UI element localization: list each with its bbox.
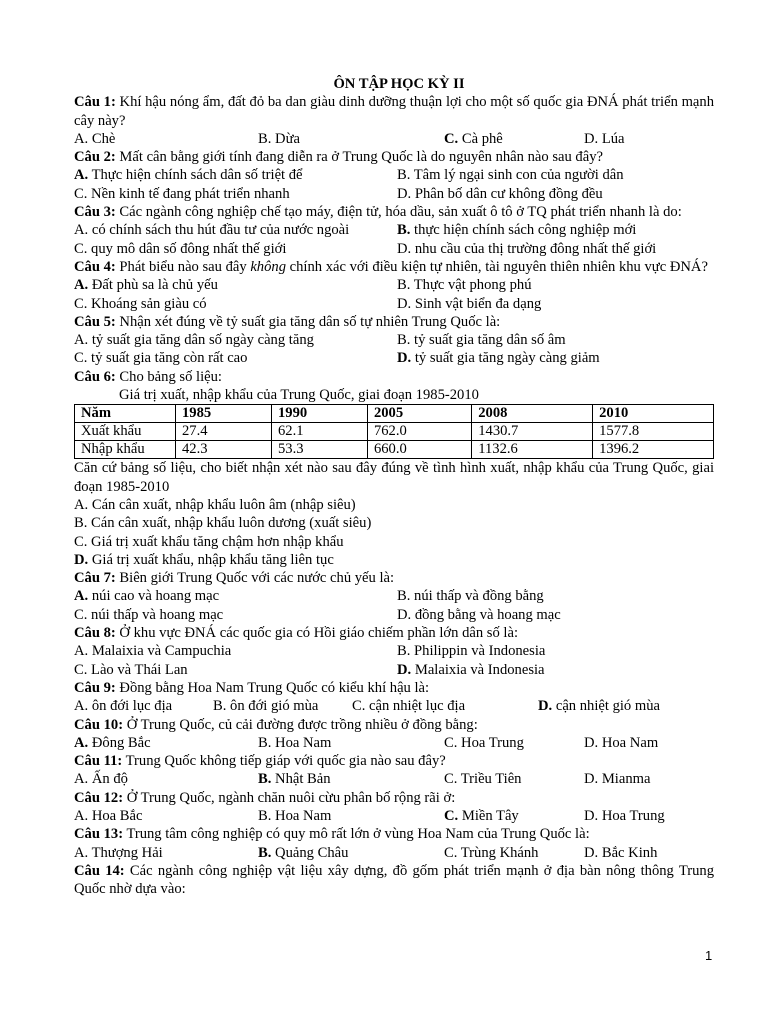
option-label: A. (74, 277, 89, 294)
table-cell: 762.0 (367, 423, 471, 441)
question-text: Khí hậu nóng ẩm, đất đỏ ba dan giàu dinh dưỡng thuận lợi cho một số quốc gia ĐNÁ phát triển mạnh cây này? (74, 94, 714, 129)
options-row (74, 276, 714, 294)
question-text: Trung tâm công nghiệp có quy mô rất lớn ở vùng Hoa Nam của Trung Quốc là: (123, 826, 590, 843)
question-text: Ở Trung Quốc, củ cải đường được trồng nhiều ở đồng bằng: (123, 716, 478, 733)
document-page (74, 75, 714, 898)
option-text: thực hiện chính sách công nghiệp mới (410, 222, 637, 239)
option-d: D. Lúa (584, 130, 625, 147)
emphasis-text: không (250, 258, 286, 275)
table-cell: Xuất khẩu (75, 423, 176, 441)
table-cell: 27.4 (176, 423, 272, 441)
options-row (74, 661, 714, 679)
option-d (397, 661, 545, 679)
options-row (74, 166, 714, 184)
question-11 (74, 752, 714, 770)
options-row (74, 295, 714, 313)
option-d: D. Mianma (584, 771, 651, 788)
option-a (74, 276, 397, 294)
question-text: Biên giới Trung Quốc với các nước chủ yếu là: (115, 570, 395, 587)
option-text: cận nhiệt gió mùa (552, 698, 661, 715)
page-number: 1 (705, 948, 713, 963)
option-b: B. tỷ suất gia tăng dân số âm (397, 332, 566, 349)
option-d (397, 349, 600, 367)
table-cell: 53.3 (271, 441, 367, 459)
option-a: A. ôn đới lục địa (74, 698, 173, 715)
option-a: A. Chè (74, 130, 116, 147)
option-text: Thực hiện chính sách dân số triệt để (88, 167, 303, 184)
options-row (74, 240, 714, 258)
option-b (258, 770, 444, 788)
question-5 (74, 313, 714, 331)
option-label: A. (74, 588, 89, 605)
option-text: Đông Bắc (88, 734, 151, 751)
table-cell: 660.0 (367, 441, 471, 459)
option-d (74, 551, 714, 569)
question-text: Các ngành công nghiệp chế tạo máy, điện tử, hóa dầu, sản xuất ô tô ở TQ phát triển nhanh là do: (115, 204, 682, 221)
option-c: C. Khoáng sản giàu có (74, 295, 207, 312)
option-c: C. Giá trị xuất khẩu tăng chậm hơn nhập khẩu (74, 533, 344, 550)
question-number: Câu 14: (74, 862, 125, 879)
question-text: Các ngành công nghiệp vật liệu xây dựng, đồ gốm phát triển mạnh ở địa bàn nông thông Trung Quốc nhờ dựa vào: (74, 862, 714, 898)
options-row (74, 844, 714, 862)
option-b: B. ôn đới gió mùa (213, 698, 319, 715)
option-label: B. (258, 771, 272, 788)
option-b: B. Tâm lý ngại sinh con của người dân (397, 167, 624, 184)
options-row (74, 697, 714, 715)
question-12 (74, 789, 714, 807)
option-d (538, 697, 660, 715)
question-number: Câu 3: (74, 204, 116, 221)
option-text: Malaixia và Indonesia (411, 661, 545, 678)
question-number: Câu 4: (74, 258, 116, 275)
option-label: C. (444, 807, 459, 824)
options-row (74, 130, 714, 148)
table-cell: 42.3 (176, 441, 272, 459)
options-row (74, 642, 714, 660)
option-c: C. Triều Tiên (444, 771, 522, 788)
option-a: A. có chính sách thu hút đầu tư của nước ngoài (74, 222, 350, 239)
question-number: Câu 8: (74, 625, 116, 642)
option-c: C. Trùng Khánh (444, 844, 539, 861)
option-b (397, 221, 636, 239)
option-b: B. núi thấp và đồng bằng (397, 588, 544, 605)
option-label: C. (444, 130, 459, 147)
option-a: A. Ấn độ (74, 771, 128, 788)
question-number: Câu 13: (74, 826, 124, 843)
option-text: Nhật Bản (271, 771, 331, 788)
option-text: Đất phù sa là chủ yếu (88, 277, 218, 294)
option-text: Miền Tây (458, 807, 519, 824)
question-text: Ở khu vực ĐNÁ các quốc gia có Hồi giáo chiếm phần lớn dân số là: (115, 625, 519, 642)
options-row (74, 770, 714, 788)
option-a: A. tỷ suất gia tăng dân số ngày càng tăng (74, 332, 314, 349)
question-number: Câu 9: (74, 679, 116, 696)
options-row (74, 807, 714, 825)
question-prompt: Căn cứ bảng số liệu, cho biết nhận xét nào sau đây đúng về tình hình xuất, nhập khẩu của Trung Quốc, giai đoạn 1985-2010 (74, 460, 714, 495)
option-b: B. Hoa Nam (258, 734, 332, 751)
option-c (444, 130, 584, 148)
option-label: D. (74, 551, 89, 568)
option-text: tỷ suất gia tăng ngày càng giảm (411, 350, 600, 367)
option-label: A. (74, 167, 89, 184)
options-row (74, 221, 714, 239)
option-text: núi cao và hoang mạc (88, 588, 220, 605)
option-label: D. (397, 661, 412, 678)
question-number: Câu 5: (74, 313, 116, 330)
option-c (444, 807, 584, 825)
option-text: Cà phê (458, 130, 503, 147)
option-d: D. Phân bố dân cư không đồng đều (397, 185, 603, 202)
table-title: Giá trị xuất, nhập khẩu của Trung Quốc, giai đoạn 1985-2010 (119, 387, 479, 404)
option-text: Quảng Châu (271, 844, 349, 861)
option-label: D. (397, 350, 412, 367)
question-text: Cho bảng số liệu: (115, 368, 222, 385)
option-label: D. (538, 698, 553, 715)
table-cell: 1577.8 (593, 423, 714, 441)
option-a (74, 166, 397, 184)
option-c: C. quy mô dân số đông nhất thế giới (74, 240, 287, 257)
option-d: D. Bắc Kinh (584, 844, 658, 861)
table-cell: 62.1 (271, 423, 367, 441)
table-header-cell: 2008 (472, 405, 593, 423)
option-text: Giá trị xuất khẩu, nhập khẩu tăng liên tục (88, 551, 334, 568)
options-row (74, 349, 714, 367)
question-1 (74, 93, 714, 130)
option-label: B. (397, 222, 411, 239)
option-a: A. Hoa Bắc (74, 807, 143, 824)
option-a (74, 734, 258, 752)
question-9 (74, 679, 714, 697)
question-number: Câu 12: (74, 789, 124, 806)
question-text: chính xác với điều kiện tự nhiên, tài nguyên thiên nhiên khu vực ĐNÁ? (286, 258, 708, 275)
option-a: A. Malaixia và Campuchia (74, 643, 232, 660)
question-10 (74, 716, 714, 734)
page-title: ÔN TẬP HỌC KỲ II (333, 76, 465, 92)
table-header-cell: 1990 (271, 405, 367, 423)
question-14 (74, 862, 714, 899)
table-header-cell: 1985 (176, 405, 272, 423)
option-b: B. Thực vật phong phú (397, 277, 532, 294)
table-row (75, 423, 714, 441)
question-number: Câu 11: (74, 753, 123, 770)
option-a (74, 587, 397, 605)
table-header-cell: Năm (75, 405, 176, 423)
question-number: Câu 2: (74, 149, 116, 166)
question-8 (74, 624, 714, 642)
option-d: D. Hoa Nam (584, 734, 659, 751)
option-c: C. núi thấp và hoang mạc (74, 606, 224, 623)
table-cell: 1132.6 (472, 441, 593, 459)
options-row (74, 587, 714, 605)
options-row (74, 734, 714, 752)
table-header-row (75, 405, 714, 423)
option-b: B. Philippin và Indonesia (397, 643, 546, 660)
question-2 (74, 148, 714, 166)
question-number: Câu 6: (74, 368, 116, 385)
question-6 (74, 368, 714, 386)
option-b (258, 844, 444, 862)
option-d: D. đồng bằng và hoang mạc (397, 606, 561, 623)
table-row (75, 441, 714, 459)
option-c: C. Hoa Trung (444, 734, 524, 751)
option-label: A. (74, 734, 89, 751)
option-c: C. Lào và Thái Lan (74, 661, 188, 678)
question-number: Câu 7: (74, 570, 116, 587)
question-4 (74, 258, 714, 276)
question-text: Ở Trung Quốc, ngành chăn nuôi cừu phân bố rộng rãi ở: (123, 789, 456, 806)
table-header-cell: 2005 (367, 405, 471, 423)
question-number: Câu 10: (74, 716, 124, 733)
table-cell: 1430.7 (472, 423, 593, 441)
question-3 (74, 203, 714, 221)
option-d: D. nhu cầu của thị trường đông nhất thế giới (397, 240, 657, 257)
options-row (74, 185, 714, 203)
option-c: C. cận nhiệt lục địa (352, 698, 466, 715)
option-c: C. tỷ suất gia tăng còn rất cao (74, 350, 248, 367)
data-table (74, 404, 714, 459)
table-cell: 1396.2 (593, 441, 714, 459)
question-text: Trung Quốc không tiếp giáp với quốc gia nào sau đây? (122, 753, 446, 770)
option-a: A. Thượng Hải (74, 844, 163, 861)
option-d: D. Hoa Trung (584, 807, 665, 824)
option-d: D. Sinh vật biển đa dạng (397, 295, 542, 312)
question-7 (74, 569, 714, 587)
table-header-cell: 2010 (593, 405, 714, 423)
question-13 (74, 825, 714, 843)
question-text: Đồng bằng Hoa Nam Trung Quốc có kiểu khí hậu là: (115, 679, 430, 696)
question-text: Nhận xét đúng về tỷ suất gia tăng dân số tự nhiên Trung Quốc là: (115, 313, 501, 330)
option-b: B. Cán cân xuất, nhập khẩu luôn dương (xuất siêu) (74, 515, 372, 532)
option-label: B. (258, 844, 272, 861)
option-b: B. Hoa Nam (258, 807, 332, 824)
option-a: A. Cán cân xuất, nhập khẩu luôn âm (nhập siêu) (74, 496, 356, 513)
option-c: C. Nền kinh tế đang phát triển nhanh (74, 185, 290, 202)
question-text: Phát biểu nào sau đây (115, 258, 251, 275)
option-b: B. Dừa (258, 130, 300, 147)
options-row (74, 606, 714, 624)
question-number: Câu 1: (74, 94, 116, 111)
table-cell: Nhập khẩu (75, 441, 176, 459)
question-text: Mất cân bằng giới tính đang diễn ra ở Trung Quốc là do nguyên nhân nào sau đây? (115, 149, 603, 166)
options-row (74, 331, 714, 349)
